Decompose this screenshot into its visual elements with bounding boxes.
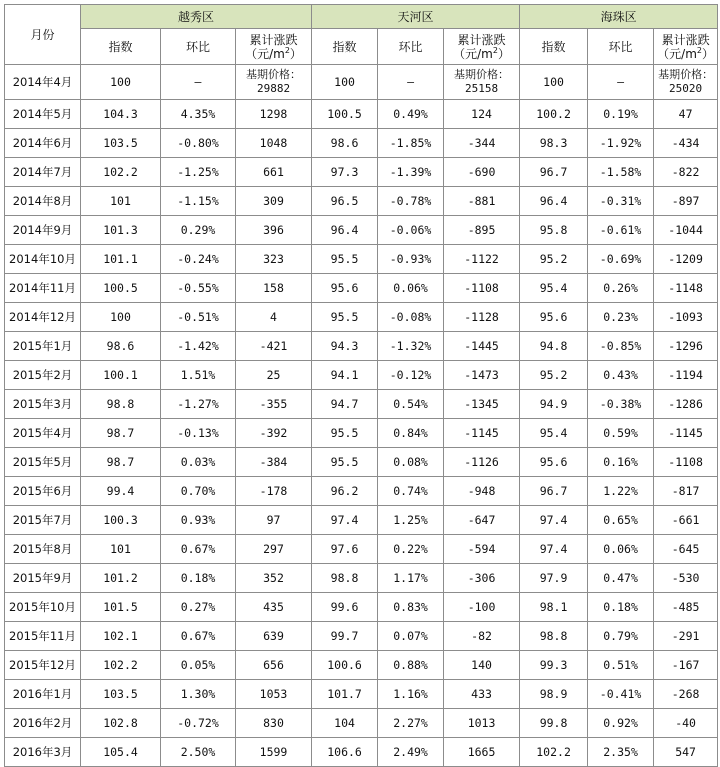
- table-row: [5, 564, 718, 593]
- cumulative-change-cell: -100: [444, 593, 520, 622]
- index-cell: 95.6: [520, 303, 588, 332]
- index-cell: 98.1: [520, 593, 588, 622]
- cumulative-change-cell: 1298: [236, 100, 312, 129]
- table-row: [5, 535, 718, 564]
- base-price-cell: [236, 65, 312, 100]
- index-cell: 101.7: [312, 680, 378, 709]
- index-cell: 94.1: [312, 361, 378, 390]
- table-row: [5, 216, 718, 245]
- table-row: [5, 100, 718, 129]
- mom-cell: -0.12%: [378, 361, 444, 390]
- index-cell: 96.7: [520, 477, 588, 506]
- base-price-value: 25020: [669, 82, 703, 95]
- table-row: [5, 245, 718, 274]
- mom-cell: 1.30%: [161, 680, 236, 709]
- month-cell: 2016年3月: [5, 738, 81, 767]
- month-cell: 2015年10月: [5, 593, 81, 622]
- table-row: [5, 622, 718, 651]
- index-cell: 94.8: [520, 332, 588, 361]
- cumulative-change-cell: 1665: [444, 738, 520, 767]
- index-cell: 102.1: [81, 622, 161, 651]
- cumulative-change-cell: -817: [654, 477, 718, 506]
- cumulative-change-cell: 352: [236, 564, 312, 593]
- base-price-label: 基期价格：: [454, 68, 510, 81]
- index-cell: 99.8: [520, 709, 588, 738]
- cumulative-change-cell: -434: [654, 129, 718, 158]
- index-cell: 95.6: [312, 274, 378, 303]
- cumulative-change-label: 累计涨跌: [661, 32, 710, 47]
- index-cell: 97.4: [520, 506, 588, 535]
- index-cell: 98.9: [520, 680, 588, 709]
- index-cell: 103.5: [81, 680, 161, 709]
- cumulative-change-cell: 396: [236, 216, 312, 245]
- cumulative-change-cell: -594: [444, 535, 520, 564]
- base-price-cell: [444, 65, 520, 100]
- mom-cell: 0.84%: [378, 419, 444, 448]
- table-row: [5, 738, 718, 767]
- table-row: [5, 303, 718, 332]
- month-column-header: 月份: [5, 5, 81, 65]
- mom-cell: 0.54%: [378, 390, 444, 419]
- unit-superscript: 2: [492, 45, 498, 55]
- index-cell: 96.4: [520, 187, 588, 216]
- month-cell: 2015年12月: [5, 651, 81, 680]
- month-cell: 2014年12月: [5, 303, 81, 332]
- mom-cell: 1.25%: [378, 506, 444, 535]
- index-cell: 96.4: [312, 216, 378, 245]
- cumulative-change-cell: -895: [444, 216, 520, 245]
- index-cell: 99.6: [312, 593, 378, 622]
- base-price-value: 25158: [464, 82, 499, 95]
- cumulative-change-cell: -1044: [654, 216, 718, 245]
- month-cell: 2015年6月: [5, 477, 81, 506]
- mom-cell: 2.50%: [161, 738, 236, 767]
- index-cell: 104: [312, 709, 378, 738]
- index-cell: 100: [81, 303, 161, 332]
- index-cell: 101: [81, 535, 161, 564]
- cumulative-change-cell: -881: [444, 187, 520, 216]
- mom-cell: -1.25%: [161, 158, 236, 187]
- index-column-header: 指数: [520, 29, 588, 65]
- table-row: [5, 129, 718, 158]
- mom-cell: -0.80%: [161, 129, 236, 158]
- mom-cell: -0.78%: [378, 187, 444, 216]
- cumulative-change-cell: -344: [444, 129, 520, 158]
- table-row: [5, 390, 718, 419]
- index-cell: 102.2: [81, 651, 161, 680]
- table-row: [5, 680, 718, 709]
- cumulative-change-cell: -645: [654, 535, 718, 564]
- index-cell: 97.4: [520, 535, 588, 564]
- month-cell: 2014年10月: [5, 245, 81, 274]
- mom-cell: 0.74%: [378, 477, 444, 506]
- index-cell: 100.5: [81, 274, 161, 303]
- cumulative-change-cell: 830: [236, 709, 312, 738]
- price-index-table: [4, 4, 718, 767]
- index-cell: 100.6: [312, 651, 378, 680]
- cumulative-change-cell: 309: [236, 187, 312, 216]
- index-column-header: 指数: [81, 29, 161, 65]
- mom-cell: 0.43%: [588, 361, 654, 390]
- sub-header-row: [5, 29, 718, 65]
- month-cell: 2015年9月: [5, 564, 81, 593]
- unit-label: （元/m: [657, 46, 697, 61]
- table-row: [5, 477, 718, 506]
- index-cell: 97.3: [312, 158, 378, 187]
- index-cell: 101.1: [81, 245, 161, 274]
- mom-cell: 0.08%: [378, 448, 444, 477]
- mom-cell: 0.93%: [161, 506, 236, 535]
- mom-cell: 2.49%: [378, 738, 444, 767]
- table-body: [5, 65, 718, 767]
- cumulative-change-cell: 1013: [444, 709, 520, 738]
- index-cell: 106.6: [312, 738, 378, 767]
- month-cell: 2015年8月: [5, 535, 81, 564]
- unit-label: （元/m: [245, 46, 285, 61]
- index-cell: 104.3: [81, 100, 161, 129]
- mom-cell: -0.08%: [378, 303, 444, 332]
- index-cell: 94.3: [312, 332, 378, 361]
- mom-cell: 0.06%: [378, 274, 444, 303]
- index-cell: 100.3: [81, 506, 161, 535]
- mom-cell: 0.70%: [161, 477, 236, 506]
- cumulative-change-cell: -384: [236, 448, 312, 477]
- month-cell: 2014年8月: [5, 187, 81, 216]
- mom-cell: -0.69%: [588, 245, 654, 274]
- index-cell: 101: [81, 187, 161, 216]
- table-row: [5, 709, 718, 738]
- mom-cell: 1.16%: [378, 680, 444, 709]
- month-cell: 2016年1月: [5, 680, 81, 709]
- cumulative-change-cell: 297: [236, 535, 312, 564]
- cumulative-change-cell: 639: [236, 622, 312, 651]
- mom-cell: -0.41%: [588, 680, 654, 709]
- cumulative-change-cell: -1286: [654, 390, 718, 419]
- index-cell: 98.8: [312, 564, 378, 593]
- index-cell: 103.5: [81, 129, 161, 158]
- unit-superscript: 2: [696, 45, 702, 55]
- unit-close-paren: ）: [289, 46, 302, 61]
- table-row: [5, 274, 718, 303]
- table-row: [5, 593, 718, 622]
- cumulative-change-cell: 435: [236, 593, 312, 622]
- cumulative-change-cell: -485: [654, 593, 718, 622]
- cumulative-change-cell: -1445: [444, 332, 520, 361]
- cumulative-change-cell: 656: [236, 651, 312, 680]
- mom-cell: 0.83%: [378, 593, 444, 622]
- month-cell: 2014年5月: [5, 100, 81, 129]
- mom-cell: 0.49%: [378, 100, 444, 129]
- index-cell: 100.2: [520, 100, 588, 129]
- cumulative-change-column-header: [654, 29, 718, 65]
- index-cell: 100.1: [81, 361, 161, 390]
- table-row: [5, 332, 718, 361]
- index-cell: 102.8: [81, 709, 161, 738]
- index-cell: 94.7: [312, 390, 378, 419]
- table-row: [5, 651, 718, 680]
- cumulative-change-cell: -1209: [654, 245, 718, 274]
- unit-close-paren: ）: [701, 46, 714, 61]
- month-cell: 2015年11月: [5, 622, 81, 651]
- index-cell: 100: [81, 65, 161, 100]
- mom-cell: -0.85%: [588, 332, 654, 361]
- index-cell: 95.5: [312, 419, 378, 448]
- mom-cell: 0.18%: [588, 593, 654, 622]
- mom-cell: 0.59%: [588, 419, 654, 448]
- mom-cell: 0.47%: [588, 564, 654, 593]
- cumulative-change-cell: 433: [444, 680, 520, 709]
- mom-cell: 1.22%: [588, 477, 654, 506]
- month-cell: 2015年7月: [5, 506, 81, 535]
- unit-superscript: 2: [284, 45, 290, 55]
- mom-cell: 0.92%: [588, 709, 654, 738]
- cumulative-change-cell: -1296: [654, 332, 718, 361]
- cumulative-change-column-header: [444, 29, 520, 65]
- mom-cell: -0.93%: [378, 245, 444, 274]
- month-cell: 2015年3月: [5, 390, 81, 419]
- month-cell: 2014年9月: [5, 216, 81, 245]
- index-cell: 96.5: [312, 187, 378, 216]
- cumulative-change-cell: 47: [654, 100, 718, 129]
- mom-cell: 0.88%: [378, 651, 444, 680]
- index-column-header: 指数: [312, 29, 378, 65]
- index-cell: 97.9: [520, 564, 588, 593]
- index-cell: 95.2: [520, 361, 588, 390]
- mom-cell: 0.26%: [588, 274, 654, 303]
- mom-cell: -1.32%: [378, 332, 444, 361]
- index-cell: 96.2: [312, 477, 378, 506]
- mom-cell: 1.17%: [378, 564, 444, 593]
- cumulative-change-cell: -167: [654, 651, 718, 680]
- month-cell: 2016年2月: [5, 709, 81, 738]
- mom-cell: 0.65%: [588, 506, 654, 535]
- cumulative-change-cell: -355: [236, 390, 312, 419]
- cumulative-change-cell: 323: [236, 245, 312, 274]
- index-cell: 95.4: [520, 419, 588, 448]
- mom-cell: -0.24%: [161, 245, 236, 274]
- mom-cell: 0.27%: [161, 593, 236, 622]
- month-cell: 2015年4月: [5, 419, 81, 448]
- base-price-label: 基期价格：: [658, 68, 714, 81]
- index-cell: 97.4: [312, 506, 378, 535]
- base-period-row: [5, 65, 718, 100]
- table-row: [5, 187, 718, 216]
- index-cell: 98.3: [520, 129, 588, 158]
- mom-cell: 0.67%: [161, 622, 236, 651]
- mom-cell: 0.22%: [378, 535, 444, 564]
- month-cell: 2014年6月: [5, 129, 81, 158]
- cumulative-change-cell: -1194: [654, 361, 718, 390]
- cumulative-change-cell: -530: [654, 564, 718, 593]
- mom-cell: -0.61%: [588, 216, 654, 245]
- index-cell: 95.5: [312, 245, 378, 274]
- table-row: [5, 419, 718, 448]
- cumulative-change-cell: -1145: [444, 419, 520, 448]
- table-row: [5, 361, 718, 390]
- mom-cell: —: [588, 65, 654, 100]
- mom-cell: 0.79%: [588, 622, 654, 651]
- cumulative-change-cell: 4: [236, 303, 312, 332]
- index-cell: 94.9: [520, 390, 588, 419]
- cumulative-change-cell: -1126: [444, 448, 520, 477]
- mom-cell: 0.07%: [378, 622, 444, 651]
- index-cell: 95.5: [312, 303, 378, 332]
- cumulative-change-cell: 1599: [236, 738, 312, 767]
- cumulative-change-cell: -178: [236, 477, 312, 506]
- index-cell: 99.7: [312, 622, 378, 651]
- index-cell: 98.8: [81, 390, 161, 419]
- mom-cell: 2.35%: [588, 738, 654, 767]
- index-cell: 101.2: [81, 564, 161, 593]
- cumulative-change-cell: -306: [444, 564, 520, 593]
- mom-cell: 0.67%: [161, 535, 236, 564]
- mom-cell: -0.72%: [161, 709, 236, 738]
- month-cell: 2015年5月: [5, 448, 81, 477]
- cumulative-change-label: 累计涨跌: [457, 32, 506, 47]
- cumulative-change-cell: -1145: [654, 419, 718, 448]
- month-cell: 2015年1月: [5, 332, 81, 361]
- cumulative-change-cell: -421: [236, 332, 312, 361]
- mom-column-header: 环比: [378, 29, 444, 65]
- table-row: [5, 506, 718, 535]
- unit-label: （元/m: [453, 46, 493, 61]
- cumulative-change-cell: 1053: [236, 680, 312, 709]
- cumulative-change-cell: 547: [654, 738, 718, 767]
- cumulative-change-cell: -392: [236, 419, 312, 448]
- index-cell: 100.5: [312, 100, 378, 129]
- mom-cell: —: [161, 65, 236, 100]
- cumulative-change-label: 累计涨跌: [249, 32, 298, 47]
- mom-cell: -1.58%: [588, 158, 654, 187]
- unit-close-paren: ）: [497, 46, 510, 61]
- cumulative-change-cell: -40: [654, 709, 718, 738]
- mom-cell: -1.42%: [161, 332, 236, 361]
- cumulative-change-cell: -1128: [444, 303, 520, 332]
- cumulative-change-cell: -1122: [444, 245, 520, 274]
- mom-cell: -1.27%: [161, 390, 236, 419]
- index-cell: 96.7: [520, 158, 588, 187]
- mom-cell: —: [378, 65, 444, 100]
- mom-cell: 4.35%: [161, 100, 236, 129]
- cumulative-change-cell: -268: [654, 680, 718, 709]
- mom-cell: -1.39%: [378, 158, 444, 187]
- cumulative-change-cell: -1148: [654, 274, 718, 303]
- mom-cell: -1.92%: [588, 129, 654, 158]
- index-cell: 99.4: [81, 477, 161, 506]
- mom-cell: -0.51%: [161, 303, 236, 332]
- month-cell: 2014年4月: [5, 65, 81, 100]
- mom-cell: -0.55%: [161, 274, 236, 303]
- month-cell: 2015年2月: [5, 361, 81, 390]
- index-cell: 101.3: [81, 216, 161, 245]
- cumulative-change-cell: 158: [236, 274, 312, 303]
- cumulative-change-cell: 25: [236, 361, 312, 390]
- mom-cell: 0.19%: [588, 100, 654, 129]
- mom-cell: 0.03%: [161, 448, 236, 477]
- index-cell: 97.6: [312, 535, 378, 564]
- mom-cell: 0.05%: [161, 651, 236, 680]
- month-cell: 2014年11月: [5, 274, 81, 303]
- cumulative-change-cell: -647: [444, 506, 520, 535]
- cumulative-change-cell: -897: [654, 187, 718, 216]
- mom-cell: 0.18%: [161, 564, 236, 593]
- base-price-cell: [654, 65, 718, 100]
- mom-column-header: 环比: [161, 29, 236, 65]
- base-price-label: 基期价格：: [246, 68, 302, 81]
- month-cell: 2014年7月: [5, 158, 81, 187]
- index-cell: 98.6: [81, 332, 161, 361]
- mom-cell: -1.15%: [161, 187, 236, 216]
- mom-cell: 1.51%: [161, 361, 236, 390]
- cumulative-change-cell: -822: [654, 158, 718, 187]
- index-cell: 95.8: [520, 216, 588, 245]
- index-cell: 102.2: [520, 738, 588, 767]
- mom-cell: -0.13%: [161, 419, 236, 448]
- cumulative-change-cell: 140: [444, 651, 520, 680]
- index-cell: 102.2: [81, 158, 161, 187]
- cumulative-change-cell: -1108: [444, 274, 520, 303]
- mom-cell: -0.06%: [378, 216, 444, 245]
- index-cell: 98.7: [81, 419, 161, 448]
- index-cell: 100: [312, 65, 378, 100]
- index-cell: 98.6: [312, 129, 378, 158]
- mom-cell: -0.31%: [588, 187, 654, 216]
- cumulative-change-cell: 124: [444, 100, 520, 129]
- index-cell: 98.7: [81, 448, 161, 477]
- base-price-value: 29882: [256, 82, 291, 95]
- cumulative-change-cell: 1048: [236, 129, 312, 158]
- cumulative-change-cell: -1108: [654, 448, 718, 477]
- table-row: [5, 158, 718, 187]
- mom-cell: 0.16%: [588, 448, 654, 477]
- mom-cell: 2.27%: [378, 709, 444, 738]
- district-header-tianhe: 天河区: [312, 5, 520, 29]
- index-cell: 105.4: [81, 738, 161, 767]
- index-cell: 98.8: [520, 622, 588, 651]
- index-cell: 95.6: [520, 448, 588, 477]
- cumulative-change-cell: -1093: [654, 303, 718, 332]
- index-cell: 95.5: [312, 448, 378, 477]
- mom-cell: 0.23%: [588, 303, 654, 332]
- mom-cell: -0.38%: [588, 390, 654, 419]
- index-cell: 101.5: [81, 593, 161, 622]
- mom-cell: 0.51%: [588, 651, 654, 680]
- cumulative-change-cell: -690: [444, 158, 520, 187]
- index-cell: 95.4: [520, 274, 588, 303]
- mom-column-header: 环比: [588, 29, 654, 65]
- district-header-haizhu: 海珠区: [520, 5, 718, 29]
- table-row: [5, 448, 718, 477]
- cumulative-change-cell: -82: [444, 622, 520, 651]
- cumulative-change-cell: -661: [654, 506, 718, 535]
- cumulative-change-cell: -948: [444, 477, 520, 506]
- cumulative-change-column-header: [236, 29, 312, 65]
- mom-cell: 0.29%: [161, 216, 236, 245]
- mom-cell: -1.85%: [378, 129, 444, 158]
- index-cell: 100: [520, 65, 588, 100]
- mom-cell: 0.06%: [588, 535, 654, 564]
- index-cell: 99.3: [520, 651, 588, 680]
- cumulative-change-cell: -291: [654, 622, 718, 651]
- index-cell: 95.2: [520, 245, 588, 274]
- cumulative-change-cell: 661: [236, 158, 312, 187]
- cumulative-change-cell: 97: [236, 506, 312, 535]
- cumulative-change-cell: -1345: [444, 390, 520, 419]
- cumulative-change-cell: -1473: [444, 361, 520, 390]
- district-header-yuexiu: 越秀区: [81, 5, 312, 29]
